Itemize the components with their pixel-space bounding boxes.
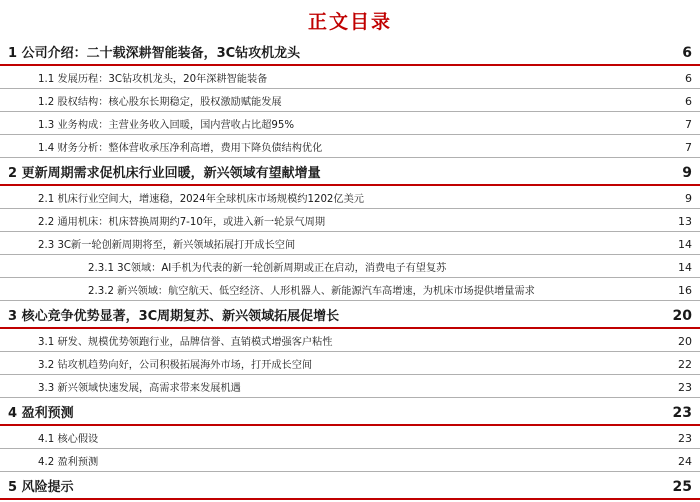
toc-page-number: 6	[685, 95, 692, 108]
toc-section-label: 4 盈利预测	[8, 406, 74, 421]
toc-subsection-2-1[interactable]	[0, 188, 700, 209]
toc-subsection-2-2[interactable]	[0, 211, 700, 232]
toc-page-number: 13	[678, 215, 692, 228]
toc-page-number: 9	[685, 192, 692, 205]
toc-page-number: 6	[682, 45, 692, 61]
toc-section-label: 3 核心竞争优势显著，3C周期复苏、新兴领域拓展促增长	[8, 309, 340, 324]
toc-section-3[interactable]	[0, 303, 700, 329]
toc-subsection-2-3[interactable]	[0, 234, 700, 255]
toc-subsection-1-2[interactable]	[0, 91, 700, 112]
toc-subsection-1-3[interactable]	[0, 114, 700, 135]
toc-subsection-label: 1.3 业务构成：主营业务收入回暖，国内营收占比超95%	[38, 120, 295, 131]
toc-subsection-label: 1.2 股权结构：核心股东长期稳定，股权激励赋能发展	[38, 97, 282, 108]
toc-page-number: 20	[678, 335, 692, 348]
toc-subsection-label: 3.3 新兴领域快速发展，高需求带来发展机遇	[38, 383, 241, 394]
toc-subsection-label: 3.2 钻攻机趋势向好，公司积极拓展海外市场，打开成长空间	[38, 360, 313, 371]
toc-subsection-label: 2.1 机床行业空间大，增速稳，2024年全球机床市场规模约1202亿美元	[38, 194, 364, 205]
toc-subsection-1-4[interactable]	[0, 137, 700, 158]
toc-section-label: 5 风险提示	[8, 480, 74, 495]
toc-page-number: 14	[678, 238, 692, 251]
toc-page-number: 7	[685, 118, 692, 131]
toc-section-4[interactable]	[0, 400, 700, 426]
toc-page-number: 9	[682, 165, 692, 181]
toc-section-5[interactable]	[0, 474, 700, 500]
toc-title: 正文目录	[307, 11, 392, 33]
toc-subsection-label: 1.1 发展历程：3C钻攻机龙头，20年深耕智能装备	[38, 74, 268, 85]
toc-page-number: 24	[678, 455, 692, 468]
toc-section-1[interactable]	[0, 40, 700, 66]
toc-subsection-label: 2.2 通用机床：机床替换周期约7-10年，或进入新一轮景气周期	[38, 217, 326, 228]
toc-subsection-label: 4.1 核心假设	[38, 434, 99, 445]
toc-subsubsection-2-3-1[interactable]	[0, 257, 700, 278]
toc-page-number: 23	[678, 432, 692, 445]
toc-page-number: 16	[678, 284, 692, 297]
toc-subsection-label: 1.4 财务分析：整体营收承压净利高增，费用下降负债结构优化	[38, 143, 323, 154]
table-of-contents	[0, 40, 700, 502]
toc-subsection-4-2[interactable]	[0, 451, 700, 472]
toc-section-label: 2 更新周期需求促机床行业回暖，新兴领域有望献增量	[8, 166, 321, 181]
toc-page-number: 7	[685, 141, 692, 154]
toc-page-number: 6	[685, 72, 692, 85]
toc-subsection-label: 4.2 盈利预测	[38, 457, 99, 468]
toc-subsection-1-1[interactable]	[0, 68, 700, 89]
toc-subsection-3-1[interactable]	[0, 331, 700, 352]
toc-page-number: 14	[678, 261, 692, 274]
toc-subsubsection-label: 2.3.1 3C领域：AI手机为代表的新一轮创新周期或正在启动，消费电子有望复苏	[88, 263, 447, 274]
toc-subsection-4-1[interactable]	[0, 428, 700, 449]
toc-subsection-label: 3.1 研发、规模优势领跑行业，品牌信誉、直销模式增强客户粘性	[38, 337, 333, 348]
toc-page-number: 23	[672, 405, 692, 421]
toc-section-2[interactable]	[0, 160, 700, 186]
toc-subsubsection-2-3-2[interactable]	[0, 280, 700, 301]
toc-page-number: 22	[678, 358, 692, 371]
toc-subsection-3-2[interactable]	[0, 354, 700, 375]
toc-subsubsection-label: 2.3.2 新兴领域：航空航天、低空经济、人形机器人、新能源汽车高增速，为机床市场提供增量需求	[88, 286, 535, 297]
toc-subsection-label: 2.3 3C新一轮创新周期将至，新兴领域拓展打开成长空间	[38, 240, 296, 251]
toc-subsection-3-3[interactable]	[0, 377, 700, 398]
toc-page-number: 20	[672, 308, 692, 324]
toc-section-label: 1 公司介绍：二十载深耕智能装备，3C钻攻机龙头	[8, 46, 301, 61]
toc-page-number: 23	[678, 381, 692, 394]
toc-page-number: 25	[672, 479, 692, 495]
